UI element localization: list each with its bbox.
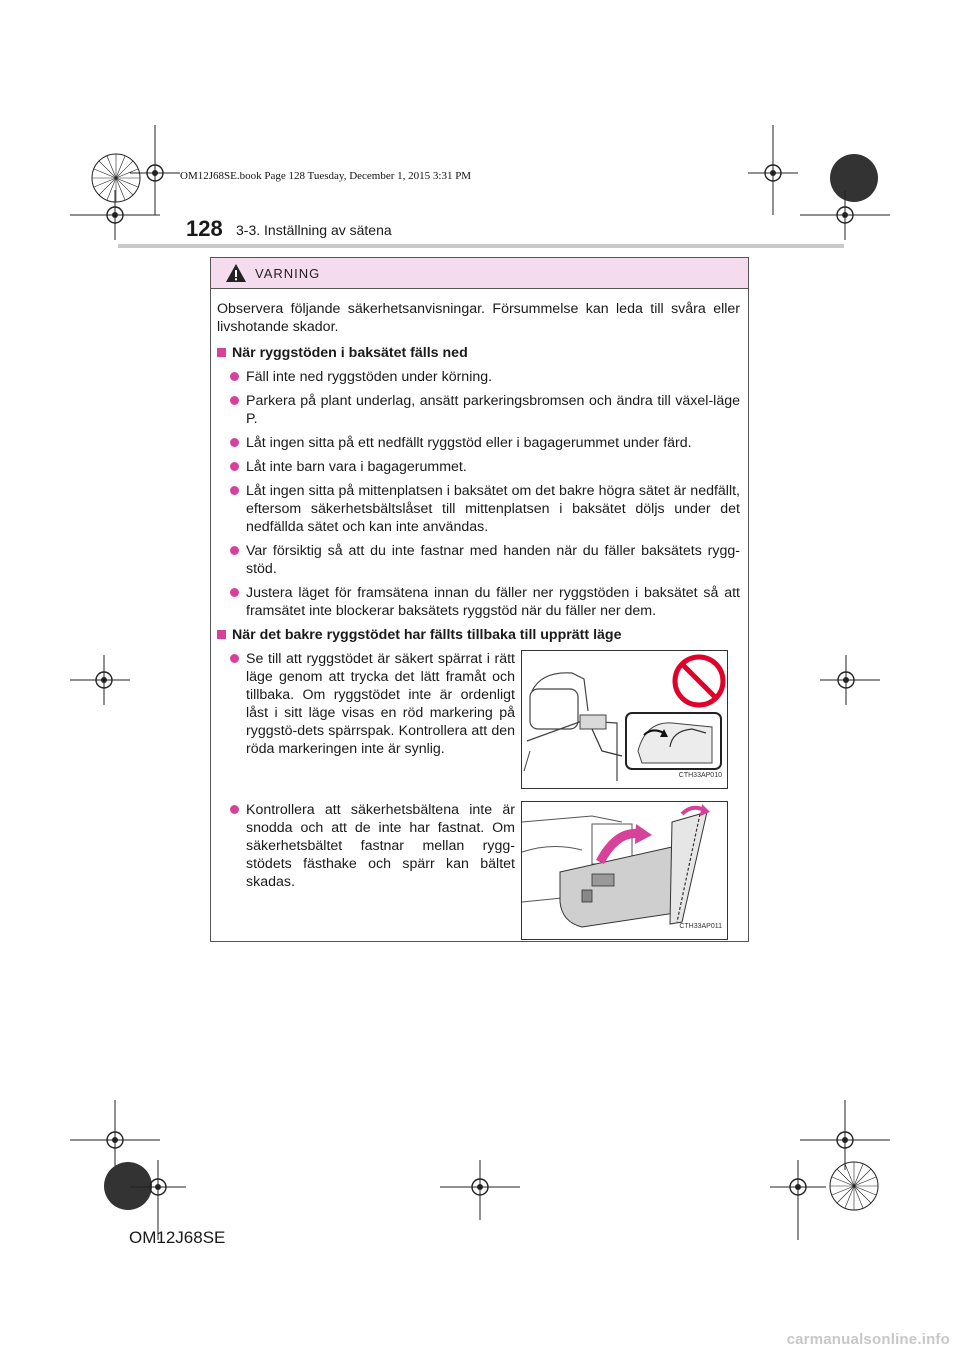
crosshair-icon [440,1160,520,1220]
list-item: Var försiktig så att du inte fastnar med handen när du fäller baksätets rygg-stöd. [217,542,740,578]
list-item: Parkera på plant underlag, ansätt parkeringsbromsen och ändra till växel-läge P. [217,392,740,428]
list-item: Se till att ryggstödet är säkert spärrat i rätt läge genom att trycka det lätt framåt och tillbaka. Om ryggstödet inte är ordenligt låst i sitt läge visas en röd markering på ryggstö-dets spärrspak. Kontrollera att den röda markeringen inte är synlig. CTH33AP010 [217,650,740,789]
crosshair-icon [820,655,880,705]
list-item: Låt ingen sitta på mittenplatsen i baksätet om det bakre högra sätet är nedfällt, eftersom säkerhetsbältslåset till mittenplatsen i baksätet döljs under det nedfällda sätet och kan inte användas. [217,482,740,536]
warning-intro: Observera följande säkerhetsanvisningar. Försummelse kan leda till svåra eller livshotande skador. [217,301,740,335]
warning-box [210,257,749,942]
document-code: OM12J68SE [129,1228,226,1247]
warning-title: VARNING [255,265,321,281]
bullet-dot-icon [230,654,239,663]
square-bullet-icon [217,630,226,639]
book-stamp: OM12J68SE.book Page 128 Tuesday, December 1, 2015 3:31 PM [180,170,472,182]
warning-body [211,289,748,940]
bullet-dot-icon [230,486,239,495]
page-number: 128 [186,216,223,241]
warning-header [211,258,748,289]
crosshair-icon [70,655,130,705]
subheading-seats-folded: När ryggstöden i baksätet fälls ned [217,344,740,362]
crosshair-icon [748,125,798,215]
bullet-dot-icon [230,546,239,555]
figure-seatbelt [521,801,728,940]
list-item: Låt inte barn vara i bagagerummet. [217,458,740,476]
figure-label: CTH33AP010 [678,772,722,779]
list-item: Justera läget för framsätena innan du fäller ner ryggstöden i baksätet så att framsätet inte blockerar baksätets ryggstöd när du fäller ner dem. [217,584,740,620]
list-item: Fäll inte ned ryggstöden under körning. [217,368,740,386]
bullet-dot-icon [230,805,239,814]
registration-mark-icon [826,1158,882,1214]
crosshair-icon [70,190,160,240]
subheading-seats-upright: När det bakre ryggstödet har fällts tillbaka till upprätt läge [217,626,740,644]
list-item: Kontrollera att säkerhetsbältena inte är snodda och att de inte har fastnat. Om säkerhetsbältet fastnar mellan rygg-stödets fästhake och spärr kan bältet skadas. CTH33AP011 [217,801,740,940]
crosshair-icon [770,1160,826,1240]
bullet-dot-icon [230,396,239,405]
figure-seat-lock [521,650,728,789]
list-item: Låt ingen sitta på ett nedfällt ryggstöd eller i bagagerummet under färd. [217,434,740,452]
bullet-dot-icon [230,588,239,597]
square-bullet-icon [217,348,226,357]
header-rule [118,244,844,248]
bullet-dot-icon [230,438,239,447]
bullet-dot-icon [230,372,239,381]
warning-triangle-icon [225,263,247,283]
watermark: carmanualsonline.info [786,1331,950,1348]
bullet-dot-icon [230,462,239,471]
crosshair-icon [800,190,890,240]
figure-label: CTH33AP011 [679,923,722,930]
section-title: 3-3. Inställning av sätena [236,222,392,238]
